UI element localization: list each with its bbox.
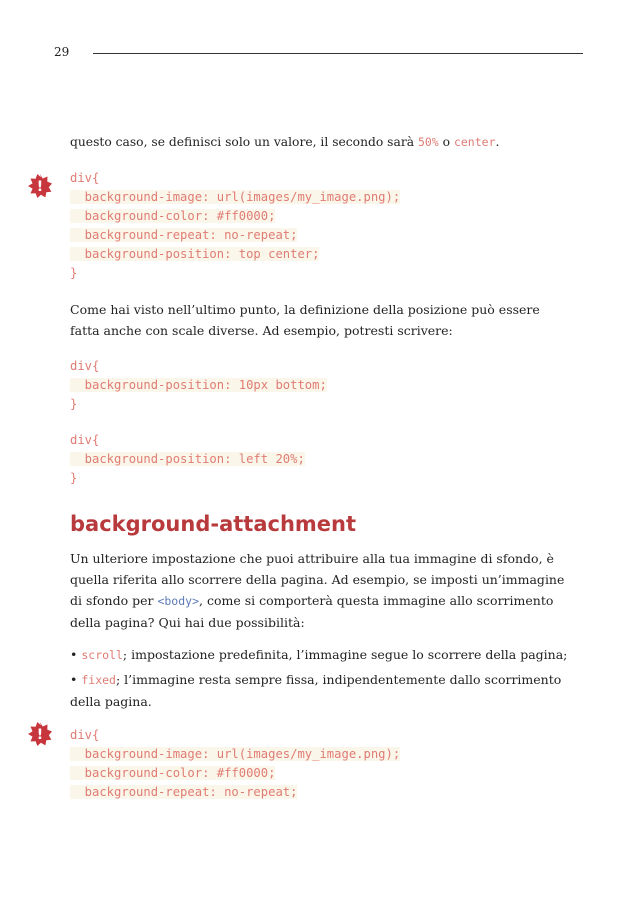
warning-starburst-icon — [28, 722, 52, 746]
intro-text: . — [495, 135, 500, 149]
paragraph-text: Un ulteriore impostazione che puoi attribuire alla tua immagine di sfondo, è quella riferita allo scorrere della pagina. Ad esempio, se imposti un’immagine di sfondo per — [70, 551, 565, 608]
list-item — [70, 644, 570, 666]
inline-code: scroll — [81, 648, 123, 662]
code-line: background-position: left 20%; — [70, 452, 305, 466]
code-block — [70, 169, 570, 283]
list-item-text: ; impostazione predefinita, l’immagine segue lo scorrere della pagina; — [122, 647, 568, 662]
list-item — [70, 669, 570, 712]
header-rule — [93, 53, 583, 54]
paragraph: Come hai visto nell’ultimo punto, la definizione della posizione può essere fatta anche con scale diverse. Ad esempio, potresti scrivere: — [70, 302, 540, 338]
code-line: background-position: top center; — [70, 247, 320, 261]
code-line: } — [70, 397, 78, 411]
code-line: background-position: 10px bottom; — [70, 378, 327, 392]
code-line: background-color: #ff0000; — [70, 209, 276, 223]
code-block — [70, 357, 570, 414]
code-line: background-color: #ff0000; — [70, 766, 276, 780]
warning-mark: ! — [36, 727, 44, 743]
inline-code: 50% — [417, 135, 439, 149]
warning-starburst-icon — [28, 174, 52, 198]
code-line: div{ — [70, 359, 100, 373]
code-line: } — [70, 266, 78, 280]
page-content — [70, 132, 570, 802]
intro-text: o — [438, 135, 454, 149]
inline-code: <body> — [157, 594, 199, 608]
code-block — [70, 726, 570, 802]
code-block — [70, 431, 570, 488]
inline-code: fixed — [81, 673, 116, 687]
code-line: div{ — [70, 171, 100, 185]
code-line: background-image: url(images/my_image.png); — [70, 747, 401, 761]
list-item-text: ; l’immagine resta sempre fissa, indipendentemente dallo scorrimento della pagina. — [70, 672, 562, 709]
intro-text: questo caso, se definisci solo un valore, il secondo sarà — [70, 135, 418, 149]
paragraph — [70, 548, 570, 633]
warning-mark: ! — [36, 179, 44, 195]
code-line: background-repeat: no-repeat; — [70, 785, 298, 799]
code-line: background-image: url(images/my_image.png); — [70, 190, 401, 204]
page-number: 29 — [54, 45, 70, 59]
code-line: div{ — [70, 433, 100, 447]
intro-paragraph — [70, 132, 570, 153]
code-line: div{ — [70, 728, 100, 742]
inline-code: center — [453, 135, 496, 149]
code-line: } — [70, 471, 78, 485]
paragraph-text: , come si comporterà questa immagine allo scorrimento della pagina? Qui hai due possibilità: — [70, 593, 554, 630]
bullet-dot: • — [70, 672, 78, 687]
code-line: background-repeat: no-repeat; — [70, 228, 298, 242]
section-heading: background-attachment — [70, 512, 357, 536]
bullet-dot: • — [70, 647, 78, 662]
